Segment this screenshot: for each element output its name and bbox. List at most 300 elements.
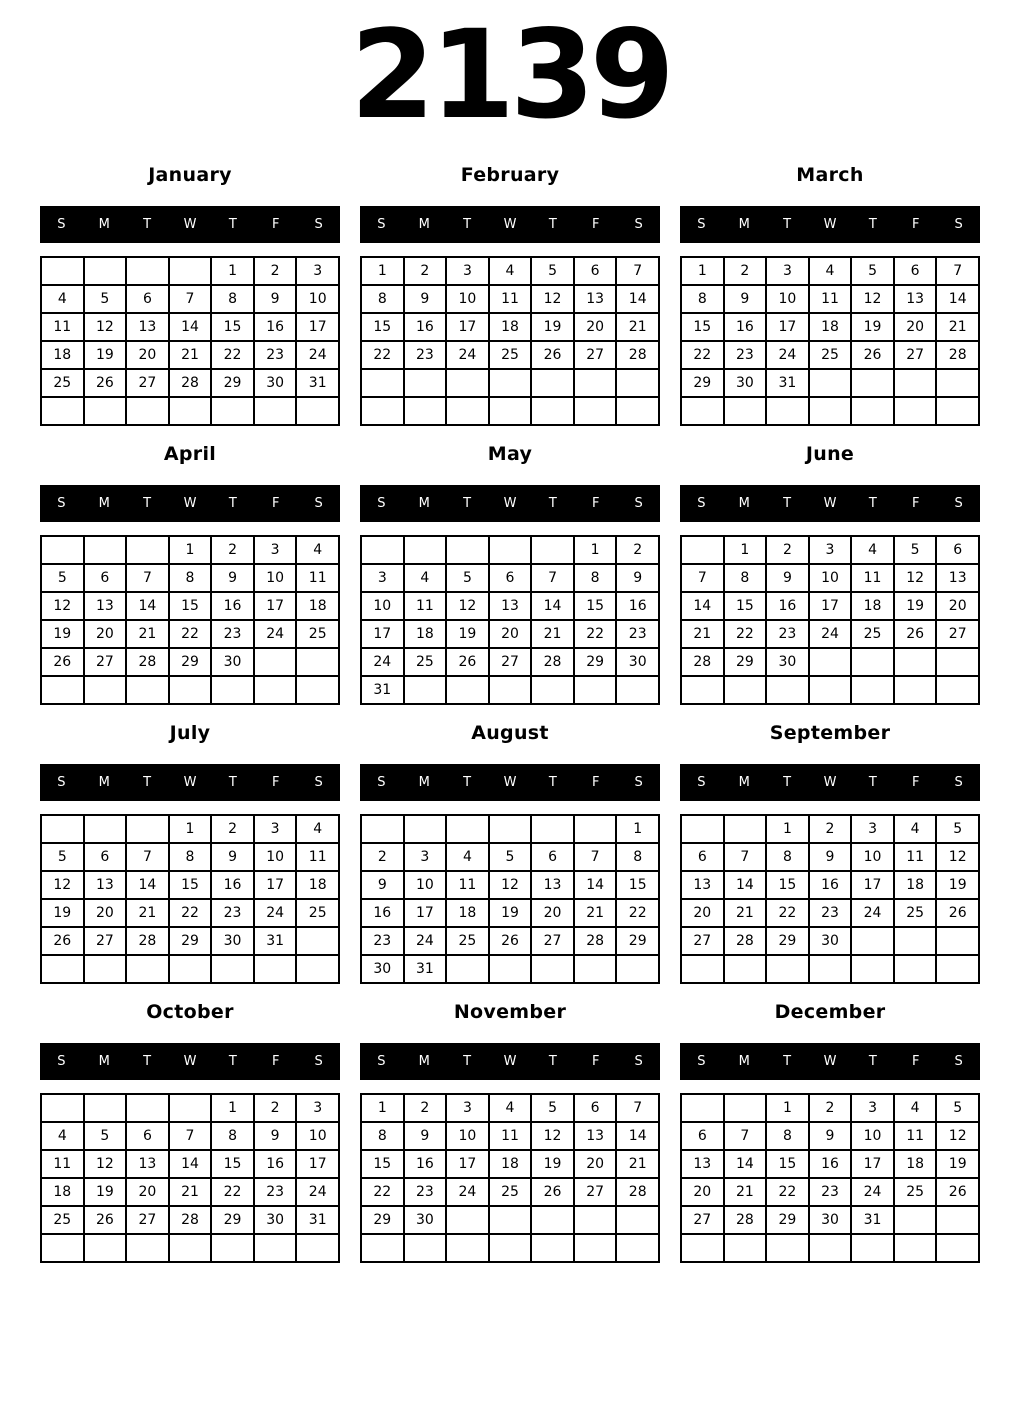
weekday-label: W [503, 217, 517, 232]
month-title: January [148, 164, 232, 186]
empty-date-cell [725, 816, 766, 842]
date-cell: 7 [617, 1095, 658, 1121]
date-cell: 4 [895, 1095, 936, 1121]
empty-date-cell [810, 370, 851, 396]
empty-date-cell [362, 398, 403, 424]
date-cell: 11 [447, 872, 488, 898]
date-cell: 11 [490, 1123, 531, 1149]
empty-date-cell [170, 398, 211, 424]
empty-date-cell [617, 956, 658, 982]
date-cell: 19 [937, 872, 978, 898]
date-cell: 27 [85, 928, 126, 954]
date-cell: 25 [42, 1207, 83, 1233]
date-cell: 11 [297, 565, 338, 591]
date-cell: 12 [532, 1123, 573, 1149]
weekday-label: T [548, 1054, 557, 1069]
date-cell: 13 [575, 1123, 616, 1149]
empty-date-cell [85, 1095, 126, 1121]
month-title: September [769, 722, 891, 744]
date-cell: 19 [42, 621, 83, 647]
date-cell: 12 [85, 314, 126, 340]
empty-date-cell [490, 1207, 531, 1233]
date-cell: 13 [575, 286, 616, 312]
weekday-header-row [40, 206, 340, 243]
month-title: February [460, 164, 560, 186]
date-cell: 11 [42, 1151, 83, 1177]
date-cell: 1 [212, 1095, 253, 1121]
date-cell: 28 [937, 342, 978, 368]
date-cell: 20 [937, 593, 978, 619]
weekday-label: F [591, 496, 600, 511]
date-cell: 24 [255, 900, 296, 926]
weekday-label: W [503, 1054, 517, 1069]
date-cell: 28 [617, 342, 658, 368]
empty-date-cell [85, 398, 126, 424]
date-cell: 18 [490, 314, 531, 340]
date-cell: 17 [255, 872, 296, 898]
empty-date-cell [682, 398, 723, 424]
empty-date-cell [895, 398, 936, 424]
date-cell: 26 [42, 928, 83, 954]
empty-date-cell [725, 1235, 766, 1261]
empty-date-cell [532, 370, 573, 396]
empty-date-cell [575, 1207, 616, 1233]
date-cell: 22 [362, 1179, 403, 1205]
empty-date-cell [85, 956, 126, 982]
date-cell: 5 [937, 1095, 978, 1121]
date-cell: 16 [255, 1151, 296, 1177]
empty-date-cell [895, 1207, 936, 1233]
date-cell: 15 [362, 314, 403, 340]
date-cell: 10 [405, 872, 446, 898]
date-cell: 27 [682, 1207, 723, 1233]
date-cell: 21 [575, 900, 616, 926]
empty-date-cell [42, 1095, 83, 1121]
weekday-label: S [634, 775, 643, 790]
date-cell: 12 [937, 1123, 978, 1149]
date-cell: 20 [532, 900, 573, 926]
date-cell: 29 [682, 370, 723, 396]
date-cell: 14 [170, 314, 211, 340]
date-cell: 18 [42, 1179, 83, 1205]
empty-date-cell [447, 370, 488, 396]
empty-date-cell [682, 816, 723, 842]
date-cell: 8 [170, 565, 211, 591]
weekday-header-row [360, 206, 660, 243]
date-cell: 13 [937, 565, 978, 591]
date-cell: 22 [767, 1179, 808, 1205]
date-cell: 23 [767, 621, 808, 647]
weekday-label: F [591, 1054, 600, 1069]
weekday-label: T [463, 496, 472, 511]
empty-date-cell [490, 537, 531, 563]
date-cell: 1 [170, 537, 211, 563]
date-cell: 15 [212, 314, 253, 340]
date-cell: 13 [85, 593, 126, 619]
date-cell: 25 [895, 1179, 936, 1205]
date-cell: 7 [725, 1123, 766, 1149]
date-cell: 14 [532, 593, 573, 619]
date-cell: 15 [767, 872, 808, 898]
empty-date-cell [85, 537, 126, 563]
date-cell: 31 [297, 370, 338, 396]
weekday-label: M [418, 775, 430, 790]
weekday-label: S [954, 1054, 963, 1069]
empty-date-cell [575, 1235, 616, 1261]
date-cell: 1 [682, 258, 723, 284]
empty-date-cell [42, 816, 83, 842]
date-cell: 1 [617, 816, 658, 842]
date-cell: 14 [682, 593, 723, 619]
empty-date-cell [85, 1235, 126, 1261]
date-cell: 5 [490, 844, 531, 870]
month-title: November [453, 1001, 567, 1023]
date-cell: 14 [127, 593, 168, 619]
empty-date-cell [852, 398, 893, 424]
date-cell: 14 [725, 1151, 766, 1177]
weekday-label: M [738, 775, 750, 790]
empty-date-cell [170, 956, 211, 982]
weekday-label: T [548, 775, 557, 790]
weekday-label: F [591, 217, 600, 232]
date-cell: 17 [767, 314, 808, 340]
empty-date-cell [447, 816, 488, 842]
date-cell: 15 [170, 872, 211, 898]
weekday-header-row [680, 764, 980, 801]
empty-date-cell [42, 398, 83, 424]
date-cell: 25 [42, 370, 83, 396]
date-cell: 16 [212, 593, 253, 619]
date-cell: 28 [725, 1207, 766, 1233]
date-cell: 28 [725, 928, 766, 954]
date-cell: 13 [85, 872, 126, 898]
date-cell: 10 [810, 565, 851, 591]
weekday-label: F [911, 1054, 920, 1069]
empty-date-cell [405, 816, 446, 842]
empty-date-cell [170, 1235, 211, 1261]
empty-date-cell [532, 398, 573, 424]
date-cell: 12 [937, 844, 978, 870]
date-grid [680, 814, 980, 984]
date-cell: 2 [255, 258, 296, 284]
weekday-label: T [868, 217, 877, 232]
date-cell: 2 [405, 1095, 446, 1121]
weekday-label: T [228, 775, 237, 790]
date-cell: 28 [127, 928, 168, 954]
date-cell: 8 [212, 1123, 253, 1149]
date-cell: 27 [127, 1207, 168, 1233]
date-cell: 6 [532, 844, 573, 870]
weekday-label: F [911, 217, 920, 232]
date-cell: 27 [127, 370, 168, 396]
empty-date-cell [810, 677, 851, 703]
date-cell: 10 [852, 1123, 893, 1149]
date-cell: 11 [895, 1123, 936, 1149]
date-cell: 2 [810, 816, 851, 842]
date-cell: 31 [767, 370, 808, 396]
empty-date-cell [767, 956, 808, 982]
date-cell: 1 [725, 537, 766, 563]
date-cell: 26 [937, 1179, 978, 1205]
date-cell: 25 [405, 649, 446, 675]
date-cell: 9 [617, 565, 658, 591]
month-block [360, 434, 660, 705]
month-block [40, 434, 340, 705]
date-cell: 4 [810, 258, 851, 284]
date-cell: 18 [895, 872, 936, 898]
date-cell: 4 [895, 816, 936, 842]
date-cell: 26 [85, 1207, 126, 1233]
date-cell: 2 [767, 537, 808, 563]
date-cell: 1 [575, 537, 616, 563]
empty-date-cell [937, 1235, 978, 1261]
weekday-label: W [823, 1054, 837, 1069]
date-cell: 14 [725, 872, 766, 898]
date-cell: 10 [255, 844, 296, 870]
date-cell: 2 [212, 537, 253, 563]
weekday-label: S [377, 1054, 386, 1069]
date-cell: 27 [895, 342, 936, 368]
date-cell: 22 [682, 342, 723, 368]
empty-date-cell [85, 816, 126, 842]
empty-date-cell [362, 370, 403, 396]
date-cell: 10 [362, 593, 403, 619]
weekday-label: T [143, 1054, 152, 1069]
empty-date-cell [617, 677, 658, 703]
weekday-label: S [377, 217, 386, 232]
empty-date-cell [937, 956, 978, 982]
date-cell: 12 [490, 872, 531, 898]
date-cell: 28 [532, 649, 573, 675]
date-cell: 29 [362, 1207, 403, 1233]
date-cell: 19 [490, 900, 531, 926]
date-cell: 24 [767, 342, 808, 368]
date-cell: 25 [852, 621, 893, 647]
empty-date-cell [127, 398, 168, 424]
date-cell: 8 [362, 1123, 403, 1149]
weekday-label: S [57, 775, 66, 790]
date-grid [40, 1093, 340, 1263]
date-cell: 6 [85, 565, 126, 591]
date-cell: 14 [617, 1123, 658, 1149]
empty-date-cell [532, 816, 573, 842]
empty-date-cell [767, 1235, 808, 1261]
date-cell: 4 [42, 1123, 83, 1149]
empty-date-cell [490, 816, 531, 842]
date-cell: 10 [767, 286, 808, 312]
date-cell: 30 [810, 928, 851, 954]
date-cell: 21 [127, 900, 168, 926]
date-cell: 5 [895, 537, 936, 563]
date-cell: 25 [810, 342, 851, 368]
date-cell: 29 [575, 649, 616, 675]
empty-date-cell [297, 928, 338, 954]
date-cell: 17 [852, 1151, 893, 1177]
date-cell: 8 [682, 286, 723, 312]
date-cell: 17 [810, 593, 851, 619]
empty-date-cell [575, 677, 616, 703]
date-cell: 28 [170, 370, 211, 396]
weekday-header-row [40, 764, 340, 801]
date-cell: 18 [297, 593, 338, 619]
date-cell: 20 [895, 314, 936, 340]
date-cell: 20 [682, 1179, 723, 1205]
weekday-label: T [143, 775, 152, 790]
date-cell: 21 [170, 1179, 211, 1205]
months-grid [40, 155, 980, 1263]
month-title: October [146, 1001, 234, 1023]
date-cell: 30 [810, 1207, 851, 1233]
date-cell: 26 [42, 649, 83, 675]
date-cell: 9 [212, 565, 253, 591]
date-cell: 30 [767, 649, 808, 675]
empty-date-cell [447, 1207, 488, 1233]
date-cell: 4 [447, 844, 488, 870]
weekday-label: W [183, 217, 197, 232]
date-grid [40, 814, 340, 984]
date-cell: 18 [490, 1151, 531, 1177]
date-cell: 26 [852, 342, 893, 368]
date-cell: 6 [127, 1123, 168, 1149]
date-cell: 8 [725, 565, 766, 591]
empty-date-cell [937, 370, 978, 396]
date-cell: 10 [297, 1123, 338, 1149]
date-cell: 11 [852, 565, 893, 591]
date-cell: 31 [297, 1207, 338, 1233]
date-cell: 15 [767, 1151, 808, 1177]
date-cell: 16 [255, 314, 296, 340]
empty-date-cell [447, 956, 488, 982]
date-cell: 5 [85, 1123, 126, 1149]
date-cell: 4 [405, 565, 446, 591]
weekday-header-row [680, 485, 980, 522]
date-cell: 17 [447, 314, 488, 340]
empty-date-cell [810, 649, 851, 675]
date-cell: 19 [895, 593, 936, 619]
date-cell: 15 [575, 593, 616, 619]
empty-date-cell [255, 1235, 296, 1261]
weekday-label: T [228, 217, 237, 232]
date-cell: 25 [447, 928, 488, 954]
weekday-label: M [98, 1054, 110, 1069]
date-cell: 3 [852, 1095, 893, 1121]
date-cell: 23 [617, 621, 658, 647]
date-cell: 30 [212, 649, 253, 675]
weekday-label: F [271, 496, 280, 511]
date-cell: 16 [362, 900, 403, 926]
date-cell: 4 [42, 286, 83, 312]
date-cell: 3 [852, 816, 893, 842]
date-cell: 3 [810, 537, 851, 563]
date-cell: 14 [170, 1151, 211, 1177]
date-cell: 24 [852, 1179, 893, 1205]
empty-date-cell [127, 1235, 168, 1261]
empty-date-cell [532, 1207, 573, 1233]
date-cell: 3 [447, 258, 488, 284]
weekday-header-row [360, 764, 660, 801]
date-cell: 23 [810, 1179, 851, 1205]
date-cell: 19 [85, 1179, 126, 1205]
empty-date-cell [297, 1235, 338, 1261]
date-cell: 9 [725, 286, 766, 312]
date-grid [360, 256, 660, 426]
date-grid [360, 1093, 660, 1263]
weekday-label: T [463, 775, 472, 790]
date-cell: 5 [447, 565, 488, 591]
empty-date-cell [255, 677, 296, 703]
date-cell: 24 [405, 928, 446, 954]
empty-date-cell [405, 398, 446, 424]
date-cell: 22 [617, 900, 658, 926]
date-cell: 21 [937, 314, 978, 340]
month-block [680, 992, 980, 1263]
date-cell: 1 [767, 1095, 808, 1121]
date-cell: 7 [170, 286, 211, 312]
date-cell: 21 [725, 1179, 766, 1205]
date-cell: 9 [767, 565, 808, 591]
date-cell: 9 [212, 844, 253, 870]
empty-date-cell [575, 398, 616, 424]
weekday-label: F [271, 775, 280, 790]
date-cell: 29 [767, 928, 808, 954]
month-title: August [471, 722, 549, 744]
weekday-label: W [183, 775, 197, 790]
weekday-label: W [183, 1054, 197, 1069]
weekday-label: S [697, 1054, 706, 1069]
empty-date-cell [852, 649, 893, 675]
empty-date-cell [297, 398, 338, 424]
empty-date-cell [405, 1235, 446, 1261]
date-cell: 6 [490, 565, 531, 591]
empty-date-cell [447, 1235, 488, 1261]
weekday-label: W [183, 496, 197, 511]
weekday-label: T [143, 217, 152, 232]
date-grid [360, 535, 660, 705]
date-cell: 8 [170, 844, 211, 870]
weekday-label: S [57, 496, 66, 511]
date-cell: 15 [362, 1151, 403, 1177]
weekday-label: S [954, 775, 963, 790]
empty-date-cell [937, 398, 978, 424]
date-cell: 16 [810, 872, 851, 898]
date-cell: 3 [255, 816, 296, 842]
date-cell: 22 [362, 342, 403, 368]
date-cell: 15 [617, 872, 658, 898]
date-cell: 1 [212, 258, 253, 284]
month-title: December [774, 1001, 886, 1023]
date-cell: 27 [575, 1179, 616, 1205]
date-cell: 19 [852, 314, 893, 340]
empty-date-cell [682, 956, 723, 982]
month-block [680, 713, 980, 984]
date-cell: 9 [255, 1123, 296, 1149]
date-cell: 7 [937, 258, 978, 284]
weekday-label: T [868, 1054, 877, 1069]
date-cell: 14 [617, 286, 658, 312]
date-cell: 13 [532, 872, 573, 898]
date-cell: 16 [725, 314, 766, 340]
weekday-header-row [40, 485, 340, 522]
weekday-label: T [783, 775, 792, 790]
date-cell: 29 [212, 1207, 253, 1233]
date-cell: 14 [937, 286, 978, 312]
date-cell: 8 [767, 844, 808, 870]
weekday-label: S [57, 217, 66, 232]
date-cell: 25 [490, 1179, 531, 1205]
empty-date-cell [895, 649, 936, 675]
weekday-label: M [738, 1054, 750, 1069]
empty-date-cell [937, 928, 978, 954]
